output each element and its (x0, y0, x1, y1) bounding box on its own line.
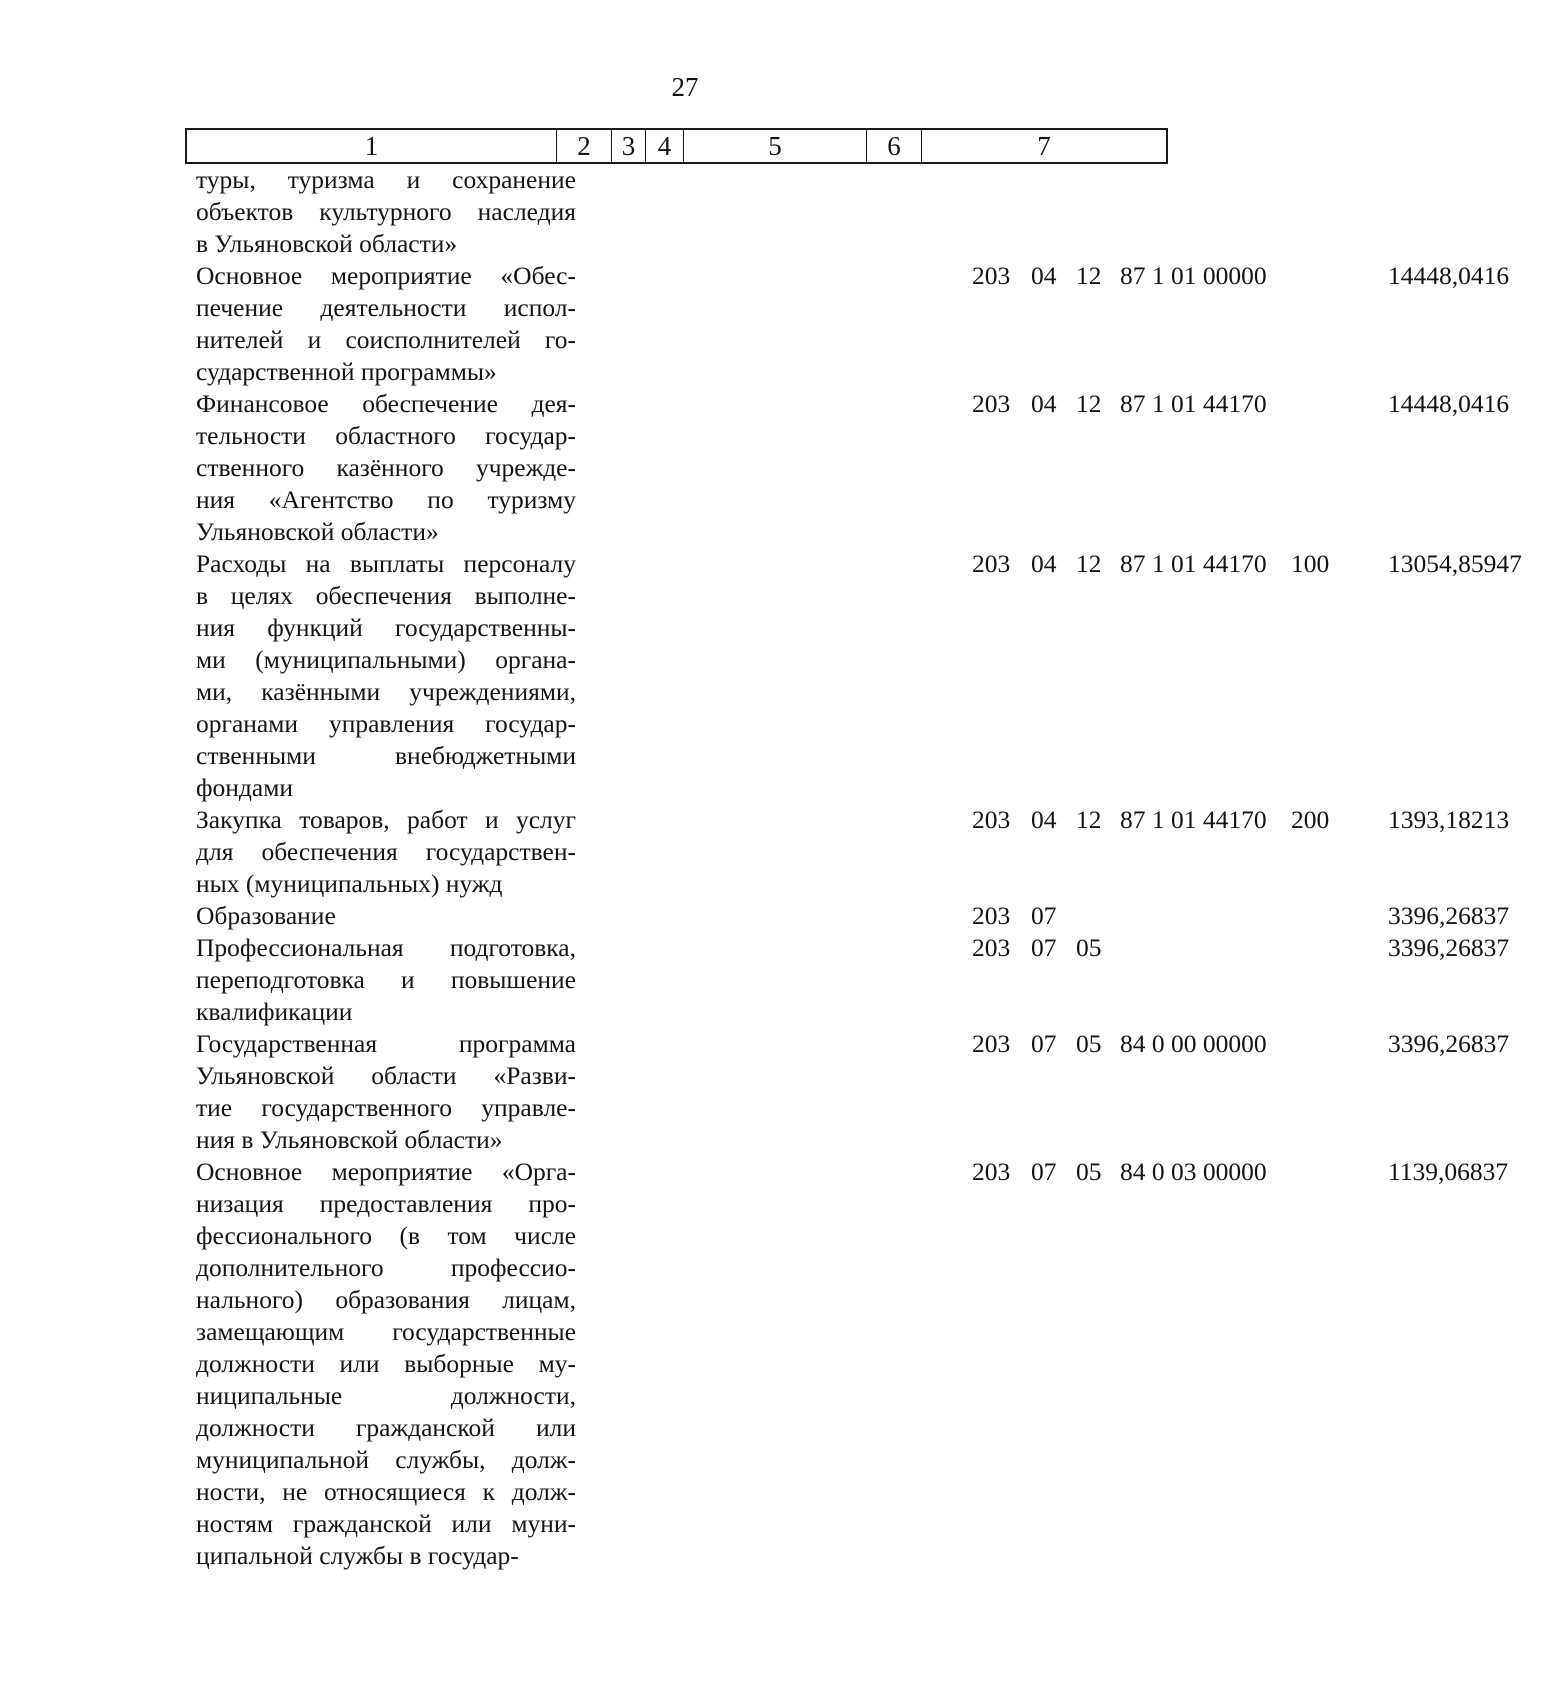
header-col-4: 4 (646, 130, 684, 162)
cell-c4: 12 (1076, 389, 1102, 418)
description-line: тельности областного государ- (196, 421, 576, 450)
description-line: для обеспечения государствен- (196, 837, 576, 866)
cell-c2: 203 (972, 933, 1011, 962)
description-line: низация предоставления про- (196, 1189, 576, 1218)
description-line: ния в Ульяновской области» (196, 1125, 503, 1154)
description-line: Образование (196, 901, 336, 930)
cell-c4: 12 (1076, 261, 1102, 290)
cell-c7: 3396,26837 (1388, 1029, 1510, 1058)
cell-c5: 87 1 01 44170 (1120, 805, 1267, 834)
description-line: Закупка товаров, работ и услуг (196, 805, 576, 834)
description-line: Расходы на выплаты персоналу (196, 549, 576, 578)
header-col-7: 7 (1037, 131, 1051, 161)
cell-c4: 05 (1076, 1157, 1102, 1186)
cell-c2: 203 (972, 901, 1011, 930)
description-line: ных (муниципальных) нужд (196, 869, 503, 898)
cell-c7: 3396,26837 (1388, 901, 1510, 930)
cell-c5: 84 0 00 00000 (1120, 1029, 1267, 1058)
table-row (196, 164, 1176, 260)
description-line: фессионального (в том числе (196, 1221, 576, 1250)
table-row (196, 1156, 1509, 1572)
description-line: Ульяновской области «Разви- (196, 1061, 576, 1090)
cell-c3: 07 (1031, 1029, 1057, 1058)
description-line: замещающим государственные (196, 1317, 576, 1346)
description-line: ностям гражданской или муни- (196, 1509, 576, 1538)
table-row (196, 548, 1522, 804)
cell-c3: 07 (1031, 901, 1057, 930)
row-description (196, 932, 576, 1028)
description-line: муниципальной службы, долж- (196, 1445, 576, 1474)
cell-c3: 07 (1031, 933, 1057, 962)
table-row (196, 932, 1510, 1028)
cell-c3: 04 (1031, 261, 1057, 290)
description-line: Основное мероприятие «Обес- (196, 261, 576, 290)
description-line: в целях обеспечения выполне- (196, 581, 576, 610)
description-line: ми (муниципальными) органа- (196, 645, 576, 674)
cell-c5: 87 1 01 44170 (1120, 549, 1267, 578)
description-line: переподготовка и повышение (196, 965, 576, 994)
description-line: квалификации (196, 997, 353, 1026)
header-col-1: 1 (187, 130, 557, 162)
row-description (196, 164, 576, 260)
cell-c2: 203 (972, 1029, 1011, 1058)
description-line: ципальной службы в государ- (196, 1541, 519, 1570)
table-header (185, 128, 1168, 164)
row-description (196, 548, 576, 804)
description-line: тие государственного управле- (196, 1093, 576, 1122)
description-line: ственного казённого учрежде- (196, 453, 576, 482)
description-line: ственными внебюджетными (196, 741, 576, 770)
description-line: Государственная программа (196, 1029, 576, 1058)
cell-c7: 14448,0416 (1388, 389, 1510, 418)
table-row (196, 388, 1510, 548)
table-row (196, 260, 1510, 388)
description-line: объектов культурного наследия (196, 197, 576, 226)
budget-table-body (196, 164, 1522, 1572)
description-line: Финансовое обеспечение дея- (196, 389, 576, 418)
cell-c5: 87 1 01 00000 (1120, 261, 1267, 290)
description-line: ности, не относящиеся к долж- (196, 1477, 576, 1506)
cell-c4: 12 (1076, 805, 1102, 834)
table-row (196, 900, 1510, 932)
description-line: сударственной программы» (196, 357, 497, 386)
description-line: должности гражданской или (196, 1413, 576, 1442)
cell-c4: 05 (1076, 1029, 1102, 1058)
description-line: ниципальные должности, (196, 1381, 576, 1410)
cell-c3: 07 (1031, 1157, 1057, 1186)
header-col-6: 6 (867, 130, 922, 162)
cell-c6: 200 (1291, 805, 1330, 834)
description-line: туры, туризма и сохранение (196, 165, 576, 194)
description-line: в Ульяновской области» (196, 229, 458, 258)
description-line: нителей и соисполнителей го- (196, 325, 576, 354)
page-number: 27 (671, 72, 699, 102)
row-description (196, 1028, 576, 1156)
row-description (196, 1156, 576, 1572)
description-line: ния функций государственны- (196, 613, 576, 642)
description-line: Основное мероприятие «Орга- (196, 1157, 576, 1186)
description-line: Профессиональная подготовка, (196, 933, 576, 962)
cell-c2: 203 (972, 261, 1011, 290)
cell-c4: 12 (1076, 549, 1102, 578)
description-line: фондами (196, 773, 293, 802)
header-col-5: 5 (684, 130, 867, 162)
row-description (196, 804, 576, 900)
cell-c7: 1393,18213 (1388, 805, 1510, 834)
cell-c2: 203 (972, 549, 1011, 578)
header-col-3: 3 (612, 130, 646, 162)
description-line: ния «Агентство по туризму (196, 485, 576, 514)
row-description (196, 388, 576, 548)
cell-c5: 87 1 01 44170 (1120, 389, 1267, 418)
description-line: нального) образования лицам, (196, 1285, 576, 1314)
table-row (196, 804, 1510, 900)
cell-c5: 84 0 03 00000 (1120, 1157, 1267, 1186)
cell-c7: 1139,06837 (1388, 1157, 1509, 1186)
cell-c7: 13054,85947 (1388, 549, 1522, 578)
description-line: ми, казёнными учреждениями, (196, 677, 576, 706)
table-row (196, 1028, 1510, 1156)
cell-c2: 203 (972, 1157, 1011, 1186)
description-line: Ульяновской области» (196, 517, 439, 546)
header-col-2: 2 (557, 130, 612, 162)
description-line: должности или выборные му- (196, 1349, 576, 1378)
cell-c4: 05 (1076, 933, 1102, 962)
description-line: дополнительного профессио- (196, 1253, 576, 1282)
cell-c3: 04 (1031, 549, 1057, 578)
description-line: органами управления государ- (196, 709, 576, 738)
description-line: печение деятельности испол- (196, 293, 576, 322)
cell-c7: 14448,0416 (1388, 261, 1510, 290)
cell-c3: 04 (1031, 389, 1057, 418)
cell-c6: 100 (1291, 549, 1330, 578)
row-description (196, 900, 576, 932)
row-description (196, 260, 576, 388)
cell-c2: 203 (972, 389, 1011, 418)
cell-c7: 3396,26837 (1388, 933, 1510, 962)
cell-c2: 203 (972, 805, 1011, 834)
cell-c3: 04 (1031, 805, 1057, 834)
